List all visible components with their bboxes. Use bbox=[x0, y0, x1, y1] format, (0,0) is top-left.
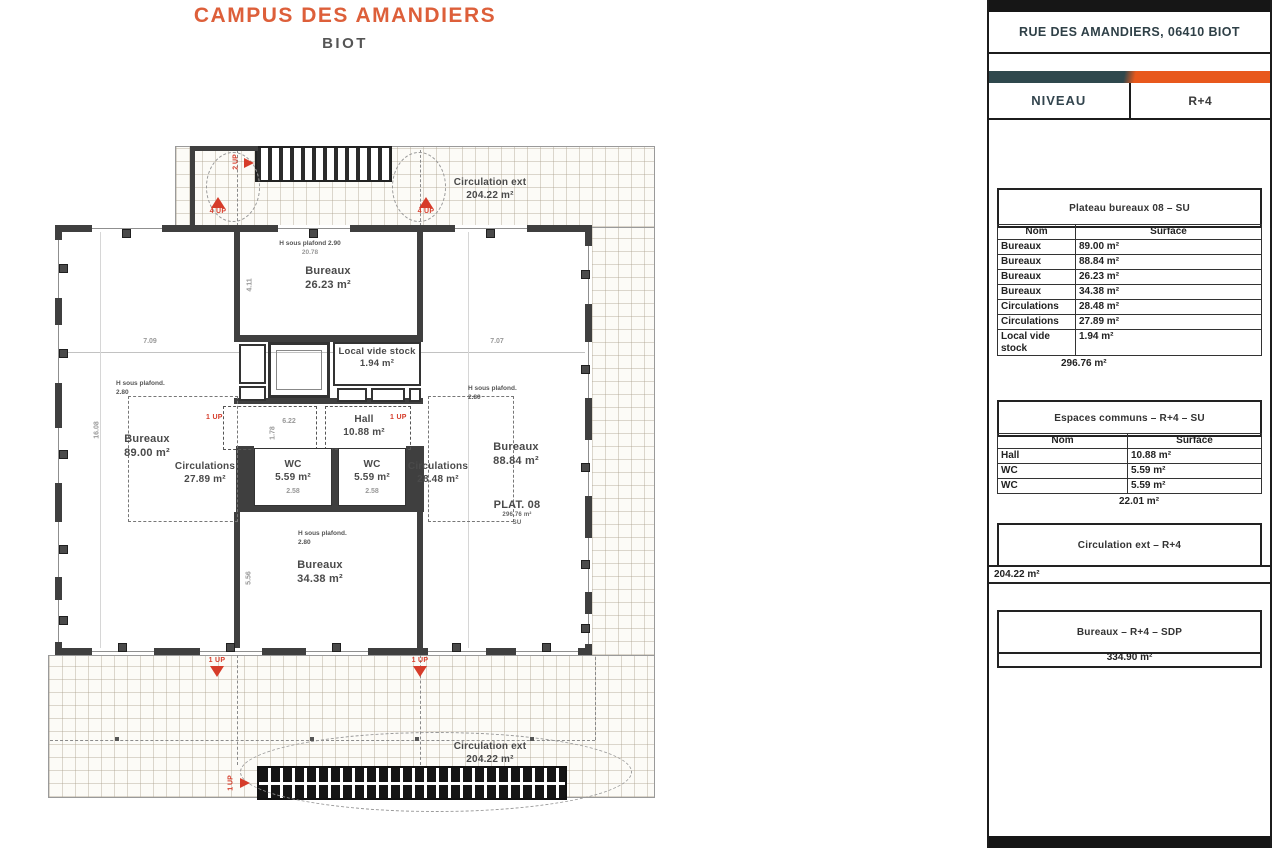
label-circulations-left: Circulations 27.89 m² bbox=[174, 461, 236, 485]
stair-swing-arc bbox=[240, 732, 632, 812]
marker-4up-left: 4 UP bbox=[204, 197, 232, 215]
annex-wall bbox=[190, 146, 195, 228]
terrace-right bbox=[592, 228, 655, 655]
table-communs: Nom Surface Hall 10.88 m² WC 5.59 m² WC 5.59 m² bbox=[997, 433, 1262, 494]
arrow-right-icon bbox=[244, 158, 254, 168]
duct-box bbox=[239, 386, 266, 401]
dim-h-left: 16.08 bbox=[93, 421, 101, 439]
dim-wc-left: 2.58 bbox=[286, 488, 300, 495]
table-row: Bureaux 89.00 m² bbox=[998, 240, 1262, 255]
wall-pilaster bbox=[122, 229, 131, 238]
table-row: Circulations 28.48 m² bbox=[998, 300, 1262, 315]
wall-pilaster bbox=[59, 349, 68, 358]
interior-wall bbox=[417, 512, 423, 648]
terrace-post bbox=[310, 737, 314, 741]
table-row: Bureaux 26.23 m² bbox=[998, 270, 1262, 285]
interior-wall bbox=[234, 512, 240, 648]
note-hsp-top: H sous plafond 2.90 20.78 bbox=[279, 240, 341, 256]
marker-4up-right: 4 UP bbox=[412, 197, 440, 215]
marker-1up-bottom-right: 1 UP bbox=[406, 657, 434, 677]
terrace-dash-line bbox=[595, 657, 596, 740]
wall-pilaster bbox=[59, 450, 68, 459]
wall-pilaster bbox=[226, 643, 235, 652]
table-row: Local vide stock 1.94 m² bbox=[998, 330, 1262, 356]
dim-hall-w: 6.22 bbox=[282, 418, 296, 425]
table-plateau: Nom Surface Bureaux 89.00 m² Bureaux 88.84 m² Bureaux 26.23 m² Bureaux 34.38 m² Circulations 28.48 m² Circulations 27.89 m² Local vide stock 1.94 m² bbox=[997, 224, 1262, 356]
arrow-right-icon bbox=[240, 778, 250, 788]
note-hsp-right: H sous plafond. 2.80 bbox=[468, 385, 517, 401]
label-bureaux-bottom: Bureaux 34.38 m² bbox=[297, 559, 343, 586]
marker-1up-hall-right: 1 UP bbox=[390, 414, 407, 421]
wall-pilaster bbox=[118, 643, 127, 652]
table-row: WC 5.59 m² bbox=[998, 464, 1262, 479]
address-header: RUE DES AMANDIERS, 06410 BIOT bbox=[989, 12, 1270, 54]
label-bureaux-top: Bureaux 26.23 m² bbox=[305, 265, 351, 292]
label-wc-left: WC 5.59 m² bbox=[275, 459, 311, 483]
label-bureaux-right: Bureaux 88.84 m² bbox=[493, 441, 539, 468]
dim-wc-right: 2.58 bbox=[365, 488, 379, 495]
table-plateau-title: Plateau bureaux 08 – SU bbox=[997, 188, 1262, 228]
duct-box bbox=[409, 388, 421, 402]
wall-pilaster bbox=[581, 560, 590, 569]
wall-pilaster bbox=[581, 270, 590, 279]
elevator-cab bbox=[276, 350, 322, 390]
arrow-down-icon bbox=[413, 666, 427, 677]
sidebar-top-bar bbox=[989, 0, 1270, 12]
label-circulation-ext-bottom: Circulation ext 204.22 m² bbox=[453, 741, 527, 765]
closet bbox=[239, 344, 266, 384]
sidebar bbox=[987, 0, 1272, 848]
table-row: Bureaux 88.84 m² bbox=[998, 255, 1262, 270]
level-label: NIVEAU bbox=[989, 83, 1131, 118]
marker-1up-bottom-left: 1 UP bbox=[203, 657, 231, 677]
table-row: WC 5.59 m² bbox=[998, 479, 1262, 494]
duct-box bbox=[371, 388, 405, 402]
dim-bottom-h: 5.56 bbox=[245, 571, 253, 585]
note-hsp-bottom: H sous plafond. 2.80 bbox=[298, 530, 347, 546]
wall-pilaster bbox=[332, 643, 341, 652]
note-hsp-left: H sous plafond. 2.80 bbox=[116, 380, 165, 396]
table-communs-total: 22.01 m² bbox=[1119, 496, 1160, 507]
duct-box bbox=[337, 388, 367, 402]
dim-hall-h: 1.78 bbox=[269, 426, 277, 440]
wall-pilaster bbox=[581, 463, 590, 472]
arrow-up-icon bbox=[419, 197, 433, 208]
marker-2up: 2 UP bbox=[232, 154, 240, 170]
marker-1up-hall-left: 1 UP bbox=[206, 414, 223, 421]
dim-core-h: 4.11 bbox=[246, 278, 254, 292]
table-sdp-title: Bureaux – R+4 – SDP bbox=[997, 610, 1262, 654]
wc-wall bbox=[236, 446, 254, 512]
wall-pilaster bbox=[581, 365, 590, 374]
terrace-post bbox=[415, 737, 419, 741]
wall-pilaster bbox=[59, 545, 68, 554]
wall-pilaster bbox=[309, 229, 318, 238]
label-plat-08: PLAT. 08 296.76 m² SU bbox=[493, 499, 541, 527]
arrow-down-icon bbox=[210, 666, 224, 677]
wall-pilaster bbox=[59, 616, 68, 625]
dim-line bbox=[100, 232, 101, 648]
stair-top bbox=[255, 146, 392, 182]
accent-band bbox=[989, 71, 1270, 83]
wall-pilaster bbox=[581, 624, 590, 633]
interior-wall bbox=[417, 232, 423, 335]
table-row: Hall 10.88 m² bbox=[998, 449, 1262, 464]
label-circulations-right: Circulations 28.48 m² bbox=[407, 461, 469, 485]
level-value: R+4 bbox=[1188, 93, 1213, 108]
table-communs-title: Espaces communs – R+4 – SU bbox=[997, 400, 1262, 437]
table-circulation-title: Circulation ext – R+4 bbox=[997, 523, 1262, 567]
table-row: Bureaux 34.38 m² bbox=[998, 285, 1262, 300]
table-row: Circulations 27.89 m² bbox=[998, 315, 1262, 330]
terrace-post bbox=[530, 737, 534, 741]
core-wall bbox=[234, 335, 423, 342]
marker-1up-stair: 1 UP bbox=[227, 775, 235, 791]
dim-w-left: 7.09 bbox=[143, 338, 157, 345]
terrace-post bbox=[115, 737, 119, 741]
wall-pilaster bbox=[542, 643, 551, 652]
label-local-vide-stock: Local vide stock 1.94 m² bbox=[338, 346, 416, 370]
label-bureaux-left: Bureaux 89.00 m² bbox=[124, 433, 170, 460]
sidebar-bottom-bar bbox=[989, 836, 1270, 848]
label-hall: Hall 10.88 m² bbox=[343, 414, 385, 438]
label-circulation-ext-top: Circulation ext 204.22 m² bbox=[453, 177, 527, 201]
dim-w-right: 7.07 bbox=[490, 338, 504, 345]
label-wc-right: WC 5.59 m² bbox=[354, 459, 390, 483]
project-subtitle: BIOT bbox=[322, 35, 368, 52]
table-circulation-value: 204.22 m² bbox=[989, 565, 1270, 584]
interior-wall bbox=[234, 232, 240, 335]
level-row bbox=[989, 83, 1270, 120]
table-plateau-total: 296.76 m² bbox=[1061, 358, 1107, 369]
annex-wall bbox=[190, 146, 258, 151]
wall-pilaster bbox=[486, 229, 495, 238]
arrow-up-icon bbox=[211, 197, 225, 208]
table-sdp-value: 334.90 m² bbox=[997, 650, 1262, 668]
wc-wall bbox=[236, 506, 424, 512]
wall-pilaster bbox=[59, 264, 68, 273]
axis-dash bbox=[237, 655, 238, 765]
wall-pilaster bbox=[452, 643, 461, 652]
project-title: CAMPUS DES AMANDIERS bbox=[193, 4, 497, 27]
